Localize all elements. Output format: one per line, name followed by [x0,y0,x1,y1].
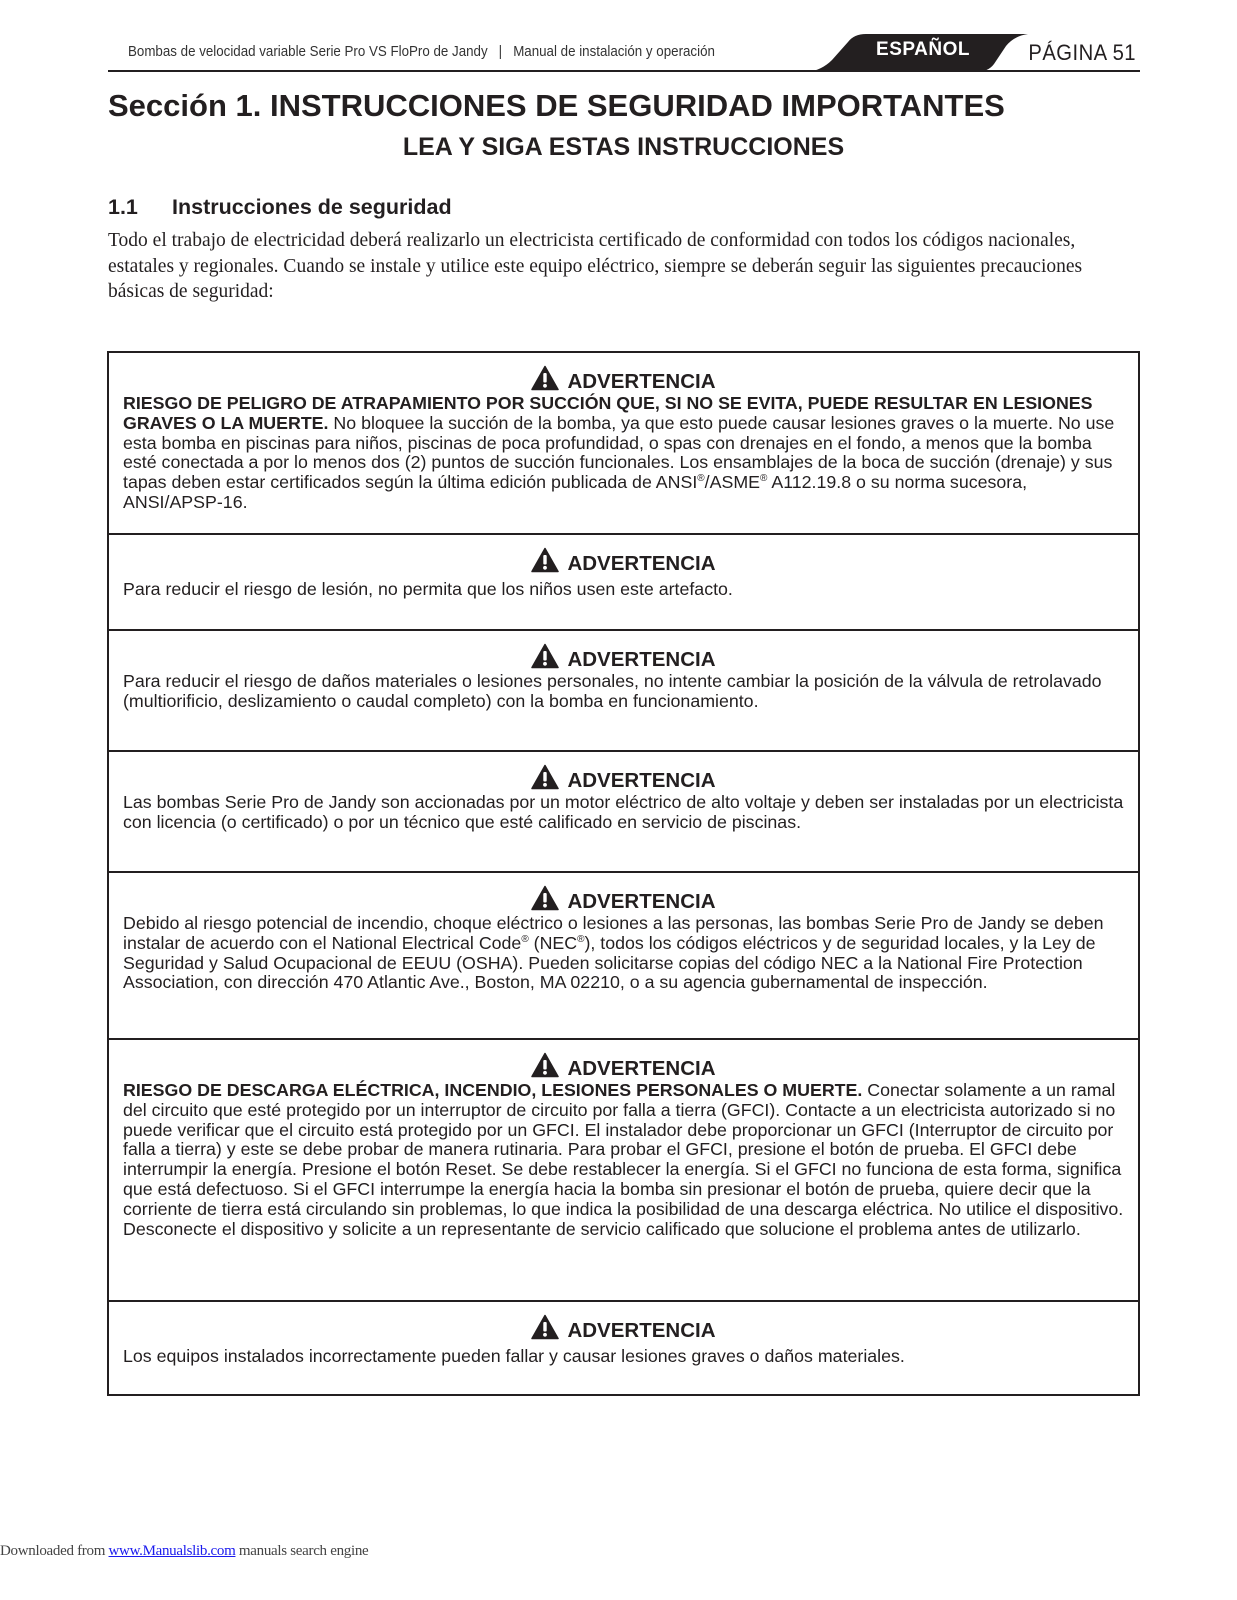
warning-text: Las bombas Serie Pro de Jandy son accionadas por un motor eléctrico de alto voltaje y deben ser instaladas por un electricista con licencia (o certificado) o por un técnico que esté calificado en servicio de piscinas. [123,792,1124,832]
warning-triangle-icon [531,1052,559,1078]
warning-body-text: ), todos los códigos eléctricos y de seguridad locales, y la Ley de Seguridad y Salud Ocupacional de EEUU (OSHA). Pueden solicitarse copias del código NEC a la National Fire Protection Association, con dirección 470 Atlantic Ave., Boston, MA 02210, o a su agencia gubernamental de inspección. [123,932,1096,993]
warning-box [109,629,1138,750]
warning-triangle-icon [531,1314,559,1340]
warning-heading-label: ADVERTENCIA [567,1057,716,1080]
warning-heading-label: ADVERTENCIA [567,370,716,393]
registered-mark: ® [760,473,768,485]
registered-mark: ® [521,933,529,945]
warning-text: Para reducir el riesgo de daños materiales o lesiones personales, no intente cambiar la posición de la válvula de retrolavado (multiorificio, deslizamiento o caudal completo) con la bomba en funcionamiento. [123,671,1102,711]
warning-heading-label: ADVERTENCIA [567,1319,716,1342]
section-subtitle: LEA Y SIGA ESTAS INSTRUCCIONES [402,133,845,161]
page-number: PÁGINA 51 [1028,40,1136,65]
warning-text: Para reducir el riesgo de lesión, no permita que los niños usen este artefacto. [123,579,733,599]
subsection-number: 1.1 [108,195,138,219]
warning-heading-label: ADVERTENCIA [567,552,716,575]
registered-mark: ® [577,933,585,945]
header-separator: | [498,44,503,60]
page-header [108,34,1140,72]
warning-heading [123,365,1124,393]
language-tab [808,34,1028,72]
warning-heading [123,547,1124,575]
warning-heading [123,764,1124,792]
registered-mark: ® [697,473,705,485]
warning-triangle-icon [531,547,559,573]
warning-triangle-icon [531,885,559,911]
header-rule [108,70,1140,72]
footer-prefix: Downloaded from [0,1543,109,1559]
warning-triangle-icon [531,764,559,790]
warning-heading-label: ADVERTENCIA [567,648,716,671]
warning-heading [123,885,1124,913]
warning-heading [123,1314,1124,1342]
warning-text: Los equipos instalados incorrectamente pueden fallar y causar lesiones graves o daños materiales. [123,1346,905,1366]
language-tab-label: ESPAÑOL [876,39,970,60]
intro-paragraph: Todo el trabajo de electricidad deberá realizarlo un electricista certificado de conformidad con todos los códigos nacionales, estatales y regionales. Cuando se instale y utilice este equipo eléctrico, siempre se deberán seguir las siguientes precauciones básicas de seguridad: [108,230,1083,302]
warning-text [123,1081,1124,1239]
footer-suffix: manuals search engine [235,1543,369,1559]
header-subtitle: Manual de instalación y operación [513,44,715,60]
warning-box [109,533,1138,629]
warning-lead: RIESGO DE DESCARGA ELÉCTRICA, INCENDIO, LESIONES PERSONALES O MUERTE. [123,1080,863,1100]
warning-box [109,750,1138,871]
footer-link[interactable]: www.Manualslib.com [108,1543,236,1559]
warning-box [109,1038,1138,1300]
section-title: Sección 1. INSTRUCCIONES DE SEGURIDAD IMPORTANTES [108,88,1005,123]
warnings-table [107,351,1140,1396]
warning-box [109,871,1138,1038]
warning-heading-label: ADVERTENCIA [567,890,716,913]
warning-box [109,353,1138,533]
header-title: Bombas de velocidad variable Serie Pro VS FloPro de Jandy [128,44,488,60]
warning-body-text: Conectar solamente a un ramal del circuito que esté protegido por un interruptor de circuito por falla a tierra (GFCI). Contacte a un electricista autorizado si no puede verificar que el circuito está protegido por un GFCI. El instalador debe proporcionar un GFCI (Interruptor de circuito por falla a tierra) y este se debe probar de manera rutinaria. Para probar el GFCI, presione el botón de prueba. El GFCI debe interrumpir la energía. Presione el botón Reset. Se debe restablecer la energía. Si el GFCI no funciona de esta forma, significa que está defectuoso. Si el GFCI interrumpe la energía hacia la bomba sin presionar el botón de prueba, quiere decir que la corriente de tierra está circulando sin problemas, lo que indica la posibilidad de una descarga eléctrica. No utilice el dispositivo. Desconecte el dispositivo y solicite a un representante de servicio calificado que solucione el problema antes de utilizarlo. [123,1080,1124,1239]
subsection-title: Instrucciones de seguridad [172,195,452,219]
warning-body-text: No bloquee la succión de la bomba, ya que esto puede causar lesiones graves o la muerte. No use esta bomba en piscinas para niños, piscinas de poca profundidad, o spas con drenajes en el fondo, a menos que la bomba esté conectada a por lo menos dos (2) puntos de succión funcionales. Los ensamblajes de la boca de succión (drenaje) y sus tapas deben estar certificados según la última edición publicada de ANSI [123,412,1115,493]
subsection-heading [108,195,452,220]
warning-heading-label: ADVERTENCIA [567,769,716,792]
header-text [128,44,715,60]
download-footer [0,1543,368,1560]
warning-body-text: Debido al riesgo potencial de incendio, choque eléctrico o lesiones a las personas, las bombas Serie Pro de Jandy se deben instalar de acuerdo con el National Electrical Code [123,913,1104,953]
warning-triangle-icon [531,365,559,391]
warning-box [109,1300,1138,1394]
warning-text [123,914,1124,993]
warning-text [123,394,1124,513]
warning-body-text: A112.19.8 o su norma sucesora, ANSI/APSP-16. [123,472,1028,512]
warning-body-text: /ASME [704,472,761,493]
warning-triangle-icon [531,643,559,669]
warning-heading [123,643,1124,671]
warning-body-text: (NEC [528,932,578,953]
warning-heading [123,1052,1124,1080]
warning-lead: RIESGO DE PELIGRO DE ATRAPAMIENTO POR SUCCIÓN QUE, SI NO SE EVITA, PUEDE RESULTAR EN LESIONES GRAVES O LA MUERTE. [123,393,1093,433]
